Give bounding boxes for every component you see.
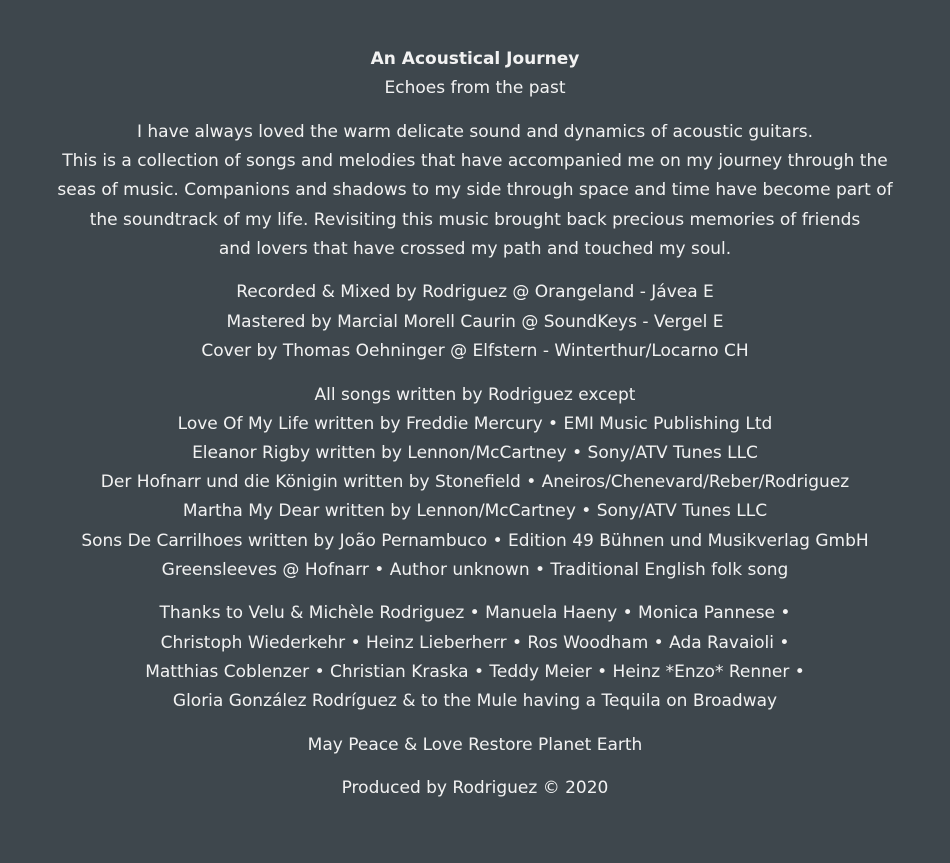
- credit-line: Recorded & Mixed by Rodriguez @ Orangeland - Jávea E: [236, 282, 714, 303]
- song-credit-line: Eleanor Rigby written by Lennon/McCartney • Sony/ATV Tunes LLC: [192, 442, 758, 463]
- song-credit-line: Love Of My Life written by Freddie Mercury • EMI Music Publishing Ltd: [177, 413, 773, 434]
- intro-line: the soundtrack of my life. Revisiting this music brought back precious memories of friends: [89, 209, 861, 230]
- header-block: [0, 45, 950, 103]
- production-credits: [0, 278, 950, 366]
- thanks-block: [0, 599, 950, 716]
- thanks-line: Christoph Wiederkehr • Heinz Lieberherr • Ros Woodham • Ada Ravaioli •: [160, 632, 790, 653]
- closing-message: May Peace & Love Restore Planet Earth: [307, 734, 643, 755]
- intro-paragraph: [0, 118, 950, 264]
- spacer: [0, 103, 950, 118]
- intro-line: seas of music. Companions and shadows to my side through space and time have become part of: [57, 180, 893, 201]
- album-title: An Acoustical Journey: [370, 49, 580, 69]
- song-credit-line: Martha My Dear written by Lennon/McCartney • Sony/ATV Tunes LLC: [182, 501, 768, 522]
- album-subtitle: Echoes from the past: [384, 78, 566, 99]
- song-credit-line: All songs written by Rodriguez except: [314, 384, 636, 405]
- spacer: [0, 264, 950, 279]
- thanks-line: Matthias Coblenzer • Christian Kraska • Teddy Meier • Heinz *Enzo* Renner •: [145, 661, 805, 682]
- intro-line: and lovers that have crossed my path and touched my soul.: [218, 238, 732, 259]
- intro-line: This is a collection of songs and melodies that have accompanied me on my journey through the: [62, 151, 888, 172]
- producer-block: [0, 774, 950, 803]
- spacer: [0, 760, 950, 775]
- song-credits: [0, 381, 950, 585]
- producer-credit: Produced by Rodriguez © 2020: [341, 778, 609, 799]
- song-credit-line: Greensleeves @ Hofnarr • Author unknown • Traditional English folk song: [161, 559, 789, 580]
- closing-message-block: [0, 731, 950, 760]
- spacer: [0, 716, 950, 731]
- spacer: [0, 366, 950, 381]
- spacer: [0, 585, 950, 600]
- song-credit-line: Der Hofnarr und die Königin written by Stonefield • Aneiros/Chenevard/Reber/Rodriguez: [100, 472, 850, 493]
- song-credit-line: Sons De Carrilhoes written by João Pernambuco • Edition 49 Bühnen und Musikverlag GmbH: [81, 530, 869, 551]
- thanks-line: Gloria González Rodríguez & to the Mule having a Tequila on Broadway: [172, 691, 778, 712]
- intro-line: I have always loved the warm delicate sound and dynamics of acoustic guitars.: [136, 121, 814, 142]
- credit-line: Mastered by Marcial Morell Caurin @ SoundKeys - Vergel E: [226, 311, 724, 332]
- thanks-line: Thanks to Velu & Michèle Rodriguez • Manuela Haeny • Monica Pannese •: [159, 603, 791, 624]
- credit-line: Cover by Thomas Oehninger @ Elfstern - Winterthur/Locarno CH: [201, 340, 749, 361]
